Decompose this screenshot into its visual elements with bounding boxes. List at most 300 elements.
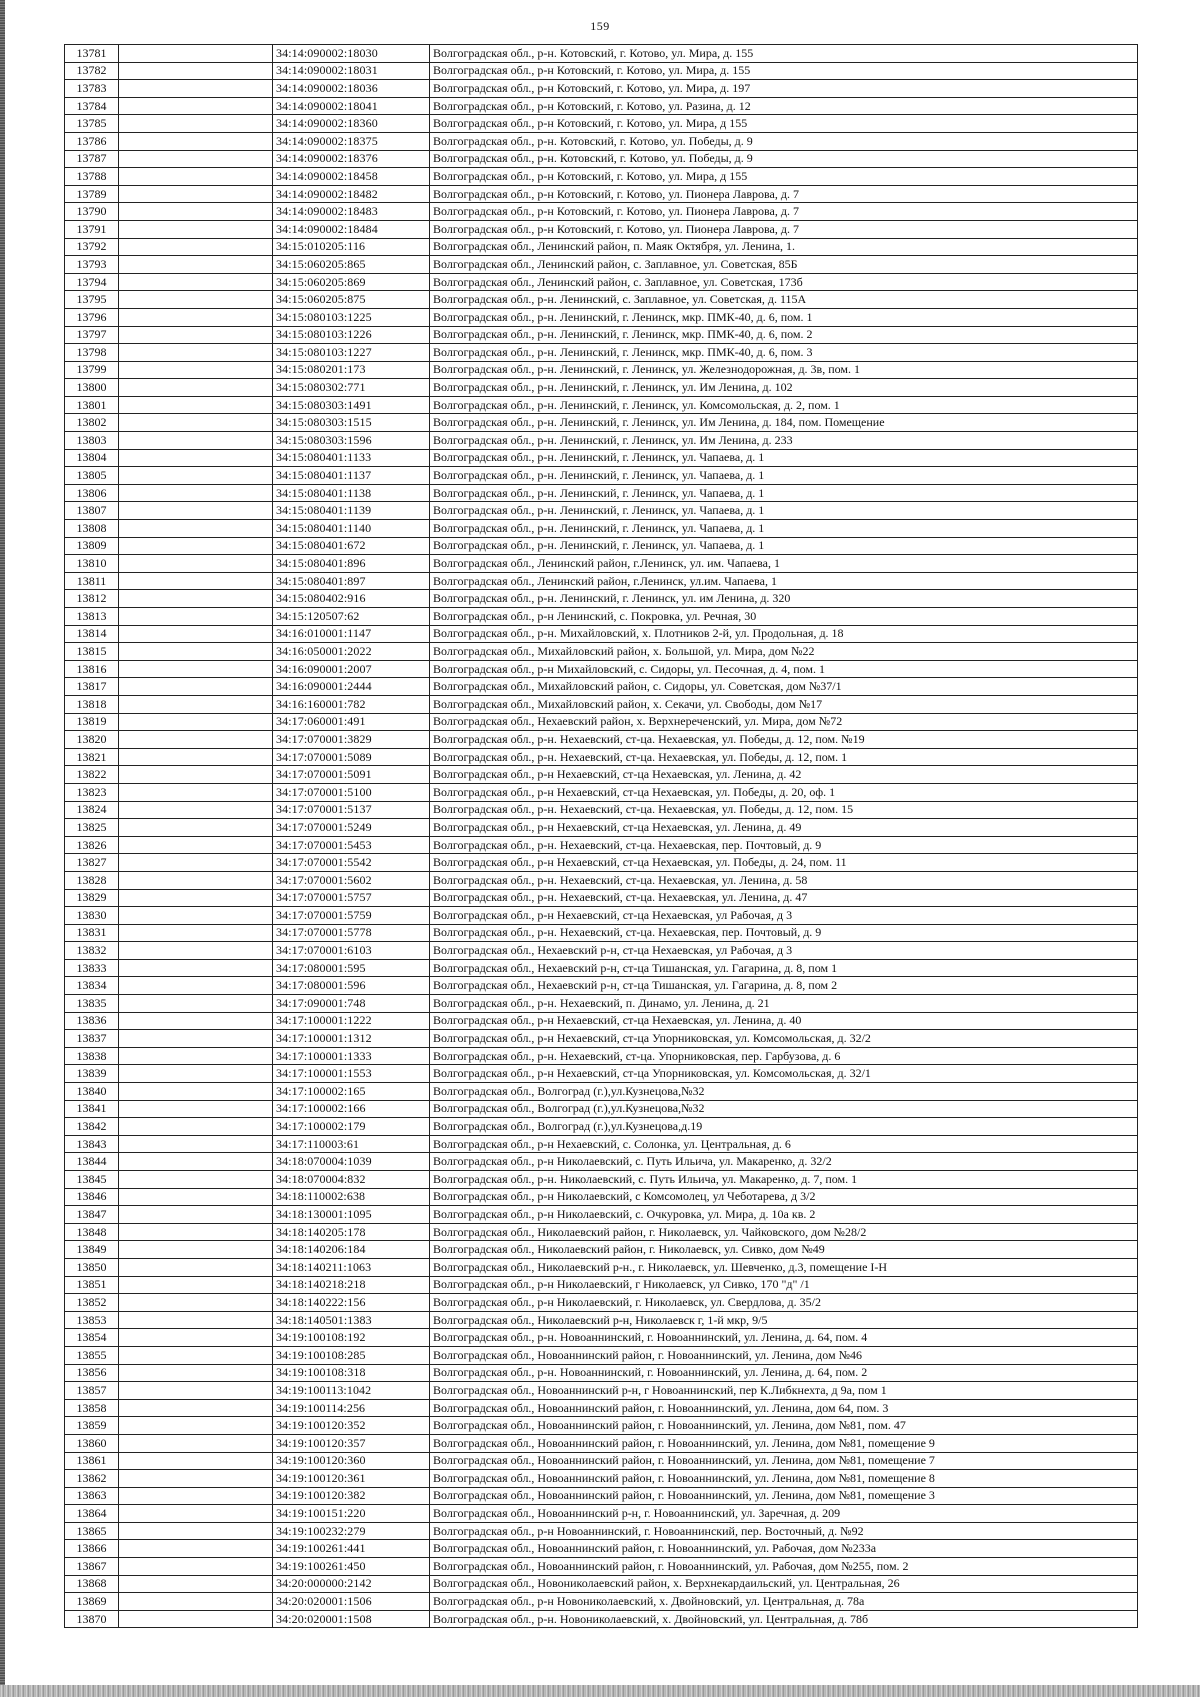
empty-cell <box>119 238 273 256</box>
address-cell: Волгоградская обл., р-н. Ленинский, г. Ленинск, мкр. ПМК-40, д. 6, пом. 1 <box>430 308 1138 326</box>
table-row <box>65 1522 1138 1540</box>
cadastral-number-cell: 34:16:090001:2007 <box>273 660 430 678</box>
cadastral-number-cell: 34:17:100001:1553 <box>273 1065 430 1083</box>
table-row <box>65 1083 1138 1101</box>
table-row <box>65 555 1138 573</box>
row-number-cell: 13846 <box>65 1188 119 1206</box>
cadastral-number-cell: 34:17:070001:5602 <box>273 871 430 889</box>
empty-cell <box>119 1417 273 1435</box>
cadastral-number-cell: 34:17:070001:5249 <box>273 819 430 837</box>
cadastral-number-cell: 34:15:080401:896 <box>273 555 430 573</box>
address-cell: Волгоградская обл., р-н. Ленинский, г. Ленинск, мкр. ПМК-40, д. 6, пом. 3 <box>430 344 1138 362</box>
table-row <box>65 1241 1138 1259</box>
cadastral-number-cell: 34:14:090002:18458 <box>273 168 430 186</box>
address-cell: Волгоградская обл., р-н. Нехаевский, п. Динамо, ул. Ленина, д. 21 <box>430 995 1138 1013</box>
table-row <box>65 220 1138 238</box>
row-number-cell: 13817 <box>65 678 119 696</box>
cadastral-number-cell: 34:17:070001:6103 <box>273 942 430 960</box>
empty-cell <box>119 907 273 925</box>
cadastral-number-cell: 34:15:010205:116 <box>273 238 430 256</box>
row-number-cell: 13835 <box>65 995 119 1013</box>
cadastral-number-cell: 34:18:140205:178 <box>273 1223 430 1241</box>
cadastral-number-cell: 34:19:100261:450 <box>273 1558 430 1576</box>
scan-edge-bottom <box>0 1685 1200 1697</box>
address-cell: Волгоградская обл., р-н Нехаевский, ст-ца Нехаевская, ул. Победы, д. 20, оф. 1 <box>430 783 1138 801</box>
table-row <box>65 1329 1138 1347</box>
table-row <box>65 854 1138 872</box>
table-row <box>65 256 1138 274</box>
table-row <box>65 1487 1138 1505</box>
address-cell: Волгоградская обл., р-н Нехаевский, ст-ца Нехаевская, ул Рабочая, д 3 <box>430 907 1138 925</box>
empty-cell <box>119 1294 273 1312</box>
empty-cell <box>119 1100 273 1118</box>
address-cell: Волгоградская обл., р-н Ленинский, с. Покровка, ул. Речная, 30 <box>430 608 1138 626</box>
empty-cell <box>119 678 273 696</box>
cadastral-number-cell: 34:20:020001:1506 <box>273 1593 430 1611</box>
cadastral-number-cell: 34:18:110002:638 <box>273 1188 430 1206</box>
cadastral-number-cell: 34:18:140206:184 <box>273 1241 430 1259</box>
table-row <box>65 1258 1138 1276</box>
table-row <box>65 1399 1138 1417</box>
address-cell: Волгоградская обл., р-н. Нехаевский, ст-ца. Нехаевская, ул. Победы, д. 12, пом. 15 <box>430 801 1138 819</box>
row-number-cell: 13803 <box>65 432 119 450</box>
table-row <box>65 1452 1138 1470</box>
cadastral-number-cell: 34:15:080201:173 <box>273 361 430 379</box>
table-row <box>65 1294 1138 1312</box>
row-number-cell: 13814 <box>65 625 119 643</box>
table-row <box>65 1012 1138 1030</box>
table-row <box>65 537 1138 555</box>
address-cell: Волгоградская обл., р-н Новоаннинский, г. Новоаннинский, пер. Восточный, д. №92 <box>430 1522 1138 1540</box>
address-cell: Волгоградская обл., Новоаннинский район, г. Новоаннинский, ул. Ленина, дом №81, помещение 3 <box>430 1487 1138 1505</box>
table-row <box>65 959 1138 977</box>
empty-cell <box>119 977 273 995</box>
row-number-cell: 13781 <box>65 45 119 63</box>
empty-cell <box>119 414 273 432</box>
address-cell: Волгоградская обл., р-н Михайловский, с. Сидоры, ул. Песочная, д. 4, пом. 1 <box>430 660 1138 678</box>
table-row <box>65 1417 1138 1435</box>
cadastral-number-cell: 34:17:100002:165 <box>273 1083 430 1101</box>
cadastral-number-cell: 34:15:080401:1133 <box>273 449 430 467</box>
address-cell: Волгоградская обл., р-н. Ленинский, г. Ленинск, ул. Им Ленина, д. 233 <box>430 432 1138 450</box>
empty-cell <box>119 80 273 98</box>
row-number-cell: 13802 <box>65 414 119 432</box>
empty-cell <box>119 1329 273 1347</box>
cadastral-number-cell: 34:18:140222:156 <box>273 1294 430 1312</box>
empty-cell <box>119 185 273 203</box>
empty-cell <box>119 326 273 344</box>
table-row <box>65 1593 1138 1611</box>
empty-cell <box>119 1276 273 1294</box>
empty-cell <box>119 1522 273 1540</box>
table-row <box>65 660 1138 678</box>
address-cell: Волгоградская обл., р-н. Ленинский, г. Ленинск, ул. Чапаева, д. 1 <box>430 467 1138 485</box>
empty-cell <box>119 45 273 63</box>
address-cell: Волгоградская обл., Ленинский район, п. Маяк Октября, ул. Ленина, 1. <box>430 238 1138 256</box>
row-number-cell: 13800 <box>65 379 119 397</box>
table-row <box>65 1153 1138 1171</box>
table-row <box>65 185 1138 203</box>
address-cell: Волгоградская обл., Нехаевский р-н, ст-ца Нехаевская, ул Рабочая, д 3 <box>430 942 1138 960</box>
address-cell: Волгоградская обл., Нехаевский р-н, ст-ца Тишанская, ул. Гагарина, д. 8, пом 2 <box>430 977 1138 995</box>
table-row <box>65 1540 1138 1558</box>
table-row <box>65 1030 1138 1048</box>
table-row <box>65 572 1138 590</box>
row-number-cell: 13785 <box>65 115 119 133</box>
empty-cell <box>119 168 273 186</box>
cadastral-number-cell: 34:15:080401:897 <box>273 572 430 590</box>
empty-cell <box>119 1083 273 1101</box>
cadastral-number-cell: 34:17:070001:5089 <box>273 748 430 766</box>
table-row <box>65 291 1138 309</box>
cadastral-number-cell: 34:18:140501:1383 <box>273 1311 430 1329</box>
row-number-cell: 13828 <box>65 871 119 889</box>
row-number-cell: 13812 <box>65 590 119 608</box>
address-cell: Волгоградская обл., р-н Николаевский, с. Путь Ильича, ул. Макаренко, д. 32/2 <box>430 1153 1138 1171</box>
table-row <box>65 62 1138 80</box>
row-number-cell: 13808 <box>65 520 119 538</box>
empty-cell <box>119 115 273 133</box>
empty-cell <box>119 344 273 362</box>
empty-cell <box>119 273 273 291</box>
page-number: 159 <box>590 19 610 33</box>
address-cell: Волгоградская обл., Новоаннинский район, г. Новоаннинский, ул. Ленина, дом №81, помещение 9 <box>430 1434 1138 1452</box>
row-number-cell: 13859 <box>65 1417 119 1435</box>
address-cell: Волгоградская обл., р-н. Ленинский, г. Ленинск, ул. Им Ленина, д. 184, пом. Помещение <box>430 414 1138 432</box>
row-number-cell: 13829 <box>65 889 119 907</box>
empty-cell <box>119 1382 273 1400</box>
address-cell: Волгоградская обл., Новоаннинский р-н, г Новоаннинский, пер К.Либкнехта, д 9а, пом 1 <box>430 1382 1138 1400</box>
address-cell: Волгоградская обл., Ленинский район, г.Ленинск, ул. им. Чапаева, 1 <box>430 555 1138 573</box>
empty-cell <box>119 1171 273 1189</box>
cadastral-number-cell: 34:19:100108:318 <box>273 1364 430 1382</box>
address-cell: Волгоградская обл., р-н. Ленинский, г. Ленинск, ул. Им Ленина, д. 102 <box>430 379 1138 397</box>
empty-cell <box>119 995 273 1013</box>
row-number-cell: 13790 <box>65 203 119 221</box>
empty-cell <box>119 1012 273 1030</box>
address-cell: Волгоградская обл., Николаевский р-н, Николаевск г, 1-й мкр, 9/5 <box>430 1311 1138 1329</box>
address-cell: Волгоградская обл., р-н. Котовский, г. Котово, ул. Победы, д. 9 <box>430 132 1138 150</box>
cadastral-number-cell: 34:20:000000:2142 <box>273 1575 430 1593</box>
empty-cell <box>119 942 273 960</box>
table-row <box>65 1364 1138 1382</box>
empty-cell <box>119 1223 273 1241</box>
address-cell: Волгоградская обл., Михайловский район, х. Большой, ул. Мира, дом №22 <box>430 643 1138 661</box>
cadastral-number-cell: 34:20:020001:1508 <box>273 1610 430 1628</box>
cadastral-number-cell: 34:15:060205:869 <box>273 273 430 291</box>
empty-cell <box>119 1311 273 1329</box>
empty-cell <box>119 1135 273 1153</box>
cadastral-number-cell: 34:18:070004:1039 <box>273 1153 430 1171</box>
address-cell: Волгоградская обл., р-н Николаевский, с Комсомолец, ул Чеботарева, д 3/2 <box>430 1188 1138 1206</box>
table-row <box>65 783 1138 801</box>
table-row <box>65 326 1138 344</box>
row-number-cell: 13848 <box>65 1223 119 1241</box>
row-number-cell: 13869 <box>65 1593 119 1611</box>
cadastral-number-cell: 34:14:090002:18483 <box>273 203 430 221</box>
cadastral-number-cell: 34:14:090002:18482 <box>273 185 430 203</box>
table-row <box>65 344 1138 362</box>
table-row <box>65 1505 1138 1523</box>
row-number-cell: 13845 <box>65 1171 119 1189</box>
address-cell: Волгоградская обл., Волгоград (г.),ул.Кузнецова,№32 <box>430 1100 1138 1118</box>
empty-cell <box>119 819 273 837</box>
empty-cell <box>119 1399 273 1417</box>
address-cell: Волгоградская обл., р-н Николаевский, с. Очкуровка, ул. Мира, д. 10а кв. 2 <box>430 1206 1138 1224</box>
cadastral-number-cell: 34:17:090001:748 <box>273 995 430 1013</box>
cadastral-number-cell: 34:14:090002:18041 <box>273 97 430 115</box>
table-row <box>65 924 1138 942</box>
table-row <box>65 1575 1138 1593</box>
address-cell: Волгоградская обл., Новоаннинский район, г. Новоаннинский, ул. Ленина, дом 64, пом. 3 <box>430 1399 1138 1417</box>
table-row <box>65 379 1138 397</box>
cadastral-number-cell: 34:19:100120:352 <box>273 1417 430 1435</box>
row-number-cell: 13842 <box>65 1118 119 1136</box>
row-number-cell: 13862 <box>65 1470 119 1488</box>
cadastral-number-cell: 34:19:100120:361 <box>273 1470 430 1488</box>
address-cell: Волгоградская обл., р-н Котовский, г. Котово, ул. Мира, д 155 <box>430 168 1138 186</box>
empty-cell <box>119 695 273 713</box>
table-row <box>65 942 1138 960</box>
table-row <box>65 484 1138 502</box>
cadastral-number-cell: 34:17:080001:596 <box>273 977 430 995</box>
table-row <box>65 308 1138 326</box>
cadastral-number-cell: 34:17:070001:5759 <box>273 907 430 925</box>
table-row <box>65 1434 1138 1452</box>
cadastral-number-cell: 34:19:100108:285 <box>273 1346 430 1364</box>
address-cell: Волгоградская обл., р-н Нехаевский, ст-ца Нехаевская, ул. Ленина, д. 42 <box>430 766 1138 784</box>
table-row <box>65 432 1138 450</box>
address-cell: Волгоградская обл., р-н Котовский, г. Котово, ул. Мира, д. 197 <box>430 80 1138 98</box>
address-cell: Волгоградская обл., р-н. Ленинский, г. Ленинск, ул. Чапаева, д. 1 <box>430 520 1138 538</box>
address-cell: Волгоградская обл., Новоаннинский р-н, г. Новоаннинский, ул. Заречная, д. 209 <box>430 1505 1138 1523</box>
empty-cell <box>119 449 273 467</box>
table-row <box>65 502 1138 520</box>
table-row <box>65 678 1138 696</box>
empty-cell <box>119 361 273 379</box>
empty-cell <box>119 1505 273 1523</box>
address-cell: Волгоградская обл., Новоаннинский район, г. Новоаннинский, ул. Ленина, дом №81, помещение 7 <box>430 1452 1138 1470</box>
empty-cell <box>119 959 273 977</box>
empty-cell <box>119 396 273 414</box>
cadastral-number-cell: 34:15:060205:865 <box>273 256 430 274</box>
row-number-cell: 13807 <box>65 502 119 520</box>
table-row <box>65 801 1138 819</box>
empty-cell <box>119 1610 273 1628</box>
table-row <box>65 1118 1138 1136</box>
address-cell: Волгоградская обл., р-н Нехаевский, ст-ца Упорниковская, ул. Комсомольская, д. 32/2 <box>430 1030 1138 1048</box>
row-number-cell: 13818 <box>65 695 119 713</box>
cadastral-number-cell: 34:16:010001:1147 <box>273 625 430 643</box>
cadastral-number-cell: 34:15:080401:1140 <box>273 520 430 538</box>
row-number-cell: 13838 <box>65 1047 119 1065</box>
address-cell: Волгоградская обл., р-н Котовский, г. Котово, ул. Мира, д 155 <box>430 115 1138 133</box>
address-cell: Волгоградская обл., Нехаевский район, х. Верхнереченский, ул. Мира, дом №72 <box>430 713 1138 731</box>
address-cell: Волгоградская обл., р-н. Николаевский, с. Путь Ильича, ул. Макаренко, д. 7, пом. 1 <box>430 1171 1138 1189</box>
scan-edge-left <box>0 0 5 1697</box>
row-number-cell: 13849 <box>65 1241 119 1259</box>
row-number-cell: 13865 <box>65 1522 119 1540</box>
cadastral-number-cell: 34:18:140218:218 <box>273 1276 430 1294</box>
address-cell: Волгоградская обл., р-н. Новоаннинский, г. Новоаннинский, ул. Ленина, д. 64, пом. 2 <box>430 1364 1138 1382</box>
table-row <box>65 1223 1138 1241</box>
row-number-cell: 13836 <box>65 1012 119 1030</box>
empty-cell <box>119 1346 273 1364</box>
table-row <box>65 203 1138 221</box>
empty-cell <box>119 1258 273 1276</box>
cadastral-number-cell: 34:17:070001:5091 <box>273 766 430 784</box>
row-number-cell: 13782 <box>65 62 119 80</box>
table-row <box>65 1047 1138 1065</box>
cadastral-number-cell: 34:17:100001:1312 <box>273 1030 430 1048</box>
cadastral-number-cell: 34:16:090001:2444 <box>273 678 430 696</box>
table-row <box>65 871 1138 889</box>
row-number-cell: 13850 <box>65 1258 119 1276</box>
cadastral-number-cell: 34:15:080303:1491 <box>273 396 430 414</box>
address-cell: Волгоградская обл., р-н Котовский, г. Котово, ул. Пионера Лаврова, д. 7 <box>430 220 1138 238</box>
row-number-cell: 13832 <box>65 942 119 960</box>
row-number-cell: 13791 <box>65 220 119 238</box>
address-cell: Волгоградская обл., р-н. Ленинский, г. Ленинск, ул. им Ленина, д. 320 <box>430 590 1138 608</box>
address-cell: Волгоградская обл., р-н. Ленинский, г. Ленинск, ул. Чапаева, д. 1 <box>430 502 1138 520</box>
table-row <box>65 1610 1138 1628</box>
row-number-cell: 13860 <box>65 1434 119 1452</box>
cadastral-number-cell: 34:18:140211:1063 <box>273 1258 430 1276</box>
row-number-cell: 13795 <box>65 291 119 309</box>
table-row <box>65 45 1138 63</box>
address-cell: Волгоградская обл., Новоаннинский район, г. Новоаннинский, ул. Ленина, дом №46 <box>430 1346 1138 1364</box>
empty-cell <box>119 1575 273 1593</box>
table-row <box>65 97 1138 115</box>
cadastral-number-cell: 34:15:080401:1137 <box>273 467 430 485</box>
empty-cell <box>119 766 273 784</box>
table-row <box>65 80 1138 98</box>
address-cell: Волгоградская обл., р-н. Новониколаевский, х. Двойновский, ул. Центральная, д. 78б <box>430 1610 1138 1628</box>
empty-cell <box>119 801 273 819</box>
table-row <box>65 1346 1138 1364</box>
cadastral-number-cell: 34:17:070001:5100 <box>273 783 430 801</box>
empty-cell <box>119 520 273 538</box>
table-row <box>65 995 1138 1013</box>
row-number-cell: 13837 <box>65 1030 119 1048</box>
table-row <box>65 608 1138 626</box>
cadastral-number-cell: 34:19:100108:192 <box>273 1329 430 1347</box>
cadastral-number-cell: 34:15:060205:875 <box>273 291 430 309</box>
empty-cell <box>119 1188 273 1206</box>
row-number-cell: 13840 <box>65 1083 119 1101</box>
row-number-cell: 13819 <box>65 713 119 731</box>
row-number-cell: 13821 <box>65 748 119 766</box>
table-row <box>65 115 1138 133</box>
row-number-cell: 13844 <box>65 1153 119 1171</box>
empty-cell <box>119 1434 273 1452</box>
table-row <box>65 1276 1138 1294</box>
empty-cell <box>119 97 273 115</box>
table-row <box>65 150 1138 168</box>
address-cell: Волгоградская обл., Ленинский район, с. Заплавное, ул. Советская, 173б <box>430 273 1138 291</box>
table-row <box>65 643 1138 661</box>
row-number-cell: 13789 <box>65 185 119 203</box>
empty-cell <box>119 1153 273 1171</box>
empty-cell <box>119 1452 273 1470</box>
address-cell: Волгоградская обл., Новоаннинский район, г. Новоаннинский, ул. Рабочая, дом №233а <box>430 1540 1138 1558</box>
cadastral-number-cell: 34:17:070001:5757 <box>273 889 430 907</box>
address-cell: Волгоградская обл., Новоаннинский район, г. Новоаннинский, ул. Ленина, дом №81, пом. 47 <box>430 1417 1138 1435</box>
cadastral-number-cell: 34:14:090002:18360 <box>273 115 430 133</box>
empty-cell <box>119 748 273 766</box>
address-cell: Волгоградская обл., р-н Николаевский, г. Николаевск, ул. Свердлова, д. 35/2 <box>430 1294 1138 1312</box>
empty-cell <box>119 608 273 626</box>
row-number-cell: 13851 <box>65 1276 119 1294</box>
row-number-cell: 13798 <box>65 344 119 362</box>
address-cell: Волгоградская обл., р-н Николаевский, г Николаевск, ул Сивко, 170 "д" /1 <box>430 1276 1138 1294</box>
row-number-cell: 13834 <box>65 977 119 995</box>
table-row <box>65 1171 1138 1189</box>
cadastral-number-cell: 34:14:090002:18375 <box>273 132 430 150</box>
empty-cell <box>119 713 273 731</box>
empty-cell <box>119 783 273 801</box>
cadastral-number-cell: 34:15:080302:771 <box>273 379 430 397</box>
row-number-cell: 13863 <box>65 1487 119 1505</box>
cadastral-number-cell: 34:19:100120:357 <box>273 1434 430 1452</box>
address-cell: Волгоградская обл., р-н. Ленинский, г. Ленинск, ул. Чапаева, д. 1 <box>430 484 1138 502</box>
empty-cell <box>119 1364 273 1382</box>
row-number-cell: 13797 <box>65 326 119 344</box>
row-number-cell: 13801 <box>65 396 119 414</box>
address-cell: Волгоградская обл., р-н. Ленинский, г. Ленинск, ул. Комсомольская, д. 2, пом. 1 <box>430 396 1138 414</box>
row-number-cell: 13856 <box>65 1364 119 1382</box>
cadastral-number-cell: 34:14:090002:18030 <box>273 45 430 63</box>
address-cell: Волгоградская обл., р-н Нехаевский, ст-ца Упорниковская, ул. Комсомольская, д. 32/1 <box>430 1065 1138 1083</box>
address-cell: Волгоградская обл., р-н Новониколаевский, х. Двойновский, ул. Центральная, д. 78а <box>430 1593 1138 1611</box>
address-cell: Волгоградская обл., Нехаевский р-н, ст-ца Тишанская, ул. Гагарина, д. 8, пом 1 <box>430 959 1138 977</box>
empty-cell <box>119 502 273 520</box>
table-row <box>65 1065 1138 1083</box>
address-cell: Волгоградская обл., р-н Нехаевский, ст-ца Нехаевская, ул. Победы, д. 24, пом. 11 <box>430 854 1138 872</box>
cadastral-number-cell: 34:15:080401:1138 <box>273 484 430 502</box>
table-row <box>65 977 1138 995</box>
table-row <box>65 132 1138 150</box>
row-number-cell: 13833 <box>65 959 119 977</box>
address-cell: Волгоградская обл., р-н. Новоаннинский, г. Новоаннинский, ул. Ленина, д. 64, пом. 4 <box>430 1329 1138 1347</box>
row-number-cell: 13811 <box>65 572 119 590</box>
address-cell: Волгоградская обл., р-н Котовский, г. Котово, ул. Пионера Лаврова, д. 7 <box>430 185 1138 203</box>
table-row <box>65 361 1138 379</box>
address-cell: Волгоградская обл., Михайловский район, с. Сидоры, ул. Советская, дом №37/1 <box>430 678 1138 696</box>
empty-cell <box>119 1065 273 1083</box>
address-cell: Волгоградская обл., Новоаннинский район, г. Новоаннинский, ул. Рабочая, дом №255, пом. 2 <box>430 1558 1138 1576</box>
empty-cell <box>119 484 273 502</box>
empty-cell <box>119 308 273 326</box>
row-number-cell: 13870 <box>65 1610 119 1628</box>
address-cell: Волгоградская обл., р-н. Нехаевский, ст-ца. Нехаевская, пер. Почтовый, д. 9 <box>430 836 1138 854</box>
cadastral-number-cell: 34:17:100001:1222 <box>273 1012 430 1030</box>
empty-cell <box>119 1241 273 1259</box>
table-row <box>65 1382 1138 1400</box>
row-number-cell: 13815 <box>65 643 119 661</box>
row-number-cell: 13792 <box>65 238 119 256</box>
empty-cell <box>119 537 273 555</box>
empty-cell <box>119 203 273 221</box>
table-row <box>65 1188 1138 1206</box>
cadastral-number-cell: 34:19:100114:256 <box>273 1399 430 1417</box>
row-number-cell: 13853 <box>65 1311 119 1329</box>
table-row <box>65 1100 1138 1118</box>
address-cell: Волгоградская обл., р-н. Нехаевский, ст-ца. Нехаевская, ул. Победы, д. 12, пом. №19 <box>430 731 1138 749</box>
table-row <box>65 889 1138 907</box>
cadastral-number-cell: 34:17:100001:1333 <box>273 1047 430 1065</box>
address-cell: Волгоградская обл., р-н Котовский, г. Котово, ул. Разина, д. 12 <box>430 97 1138 115</box>
